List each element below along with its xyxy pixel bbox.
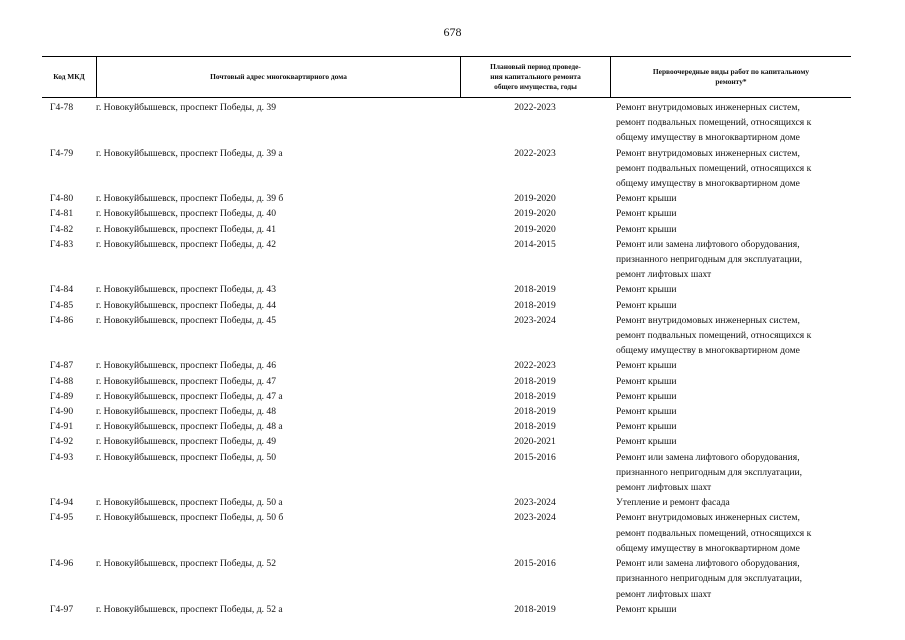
cell-period: 2018-2019 (514, 375, 556, 387)
table-row (42, 100, 851, 146)
cell-works: Ремонт крыши (616, 603, 677, 615)
cell-period: 2023-2024 (514, 512, 556, 524)
table-row (42, 222, 851, 237)
cell-period: 2019-2020 (514, 208, 556, 220)
cell-works: Ремонт или замена лифтового оборудования, признанного непригодным для эксплуатации, ремонт лифтовых шахт (616, 558, 803, 600)
cell-works: Ремонт крыши (616, 299, 677, 311)
cell-works: Ремонт крыши (616, 284, 677, 296)
cell-address: г. Новокуйбышевск, проспект Победы, д. 47 а (96, 390, 283, 402)
cell-code: Г4-78 (50, 102, 74, 113)
table-row (42, 206, 851, 221)
table-row (42, 389, 851, 404)
table-row (42, 191, 851, 206)
cell-period: 2014-2015 (514, 238, 556, 250)
table-body (42, 100, 851, 617)
cell-period: 2018-2019 (514, 421, 556, 433)
cell-period: 2018-2019 (514, 390, 556, 402)
cell-address: г. Новокуйбышевск, проспект Победы, д. 39 а (96, 147, 283, 159)
cell-period: 2022-2023 (514, 102, 556, 113)
table-row (42, 358, 851, 373)
table-row (42, 510, 851, 556)
cell-period: 2018-2019 (514, 299, 556, 311)
cell-period: 2019-2020 (514, 193, 556, 205)
cell-works: Ремонт крыши (616, 360, 677, 372)
table-row (42, 298, 851, 313)
table-row (42, 313, 851, 359)
cell-works: Ремонт крыши (616, 193, 677, 205)
cell-works: Ремонт внутридомовых инженерных систем, ремонт подвальных помещений, относящихся к общему имуществу в многоквартирном доме (616, 147, 812, 190)
table-row (42, 602, 851, 617)
cell-code: Г4-87 (50, 360, 74, 372)
cell-works: Ремонт крыши (616, 406, 677, 418)
cell-period: 2019-2020 (514, 223, 556, 235)
cell-works: Ремонт или замена лифтового оборудования, признанного непригодным для эксплуатации, ремонт лифтовых шахт (616, 451, 803, 494)
cell-period: 2018-2019 (514, 603, 556, 615)
cell-works: Ремонт крыши (616, 436, 677, 448)
cell-address: г. Новокуйбышевск, проспект Победы, д. 46 (96, 360, 277, 372)
cell-address: г. Новокуйбышевск, проспект Победы, д. 44 (96, 299, 277, 311)
header-period: Плановый период проведе- ния капитального ремонта общего имущества, годы (460, 57, 610, 97)
cell-period: 2015-2016 (514, 451, 556, 463)
cell-address: г. Новокуйбышевск, проспект Победы, д. 39 (96, 102, 277, 113)
cell-address: г. Новокуйбышевск, проспект Победы, д. 45 (96, 314, 277, 326)
cell-address: г. Новокуйбышевск, проспект Победы, д. 39 б (96, 193, 284, 205)
cell-address: г. Новокуйбышевск, проспект Победы, д. 50 б (96, 512, 284, 524)
cell-works: Утепление и ремонт фасада (616, 497, 730, 509)
cell-works: Ремонт или замена лифтового оборудования, признанного непригодным для эксплуатации, ремонт лифтовых шахт (616, 238, 803, 281)
table-row (42, 237, 851, 283)
cell-code: Г4-86 (50, 314, 74, 326)
cell-code: Г4-93 (50, 451, 74, 463)
page-number: 678 (443, 25, 462, 39)
cell-works: Ремонт внутридомовых инженерных систем, ремонт подвальных помещений, относящихся к общему имуществу в многоквартирном доме (616, 102, 812, 144)
cell-period: 2023-2024 (514, 314, 556, 326)
cell-address: г. Новокуйбышевск, проспект Победы, д. 43 (96, 284, 277, 296)
cell-period: 2020-2021 (514, 436, 556, 448)
cell-address: г. Новокуйбышевск, проспект Победы, д. 47 (96, 375, 277, 387)
cell-code: Г4-85 (50, 299, 74, 311)
table-row (42, 556, 851, 602)
table-row (42, 374, 851, 389)
table-row (42, 146, 851, 192)
cell-period: 2018-2019 (514, 406, 556, 418)
cell-code: Г4-89 (50, 390, 74, 402)
cell-address: г. Новокуйбышевск, проспект Победы, д. 50 (96, 451, 277, 463)
cell-code: Г4-88 (50, 375, 74, 387)
cell-address: г. Новокуйбышевск, проспект Победы, д. 42 (96, 238, 277, 250)
cell-address: г. Новокуйбышевск, проспект Победы, д. 50 а (96, 497, 283, 509)
cell-code: Г4-95 (50, 512, 74, 524)
cell-code: Г4-80 (50, 193, 74, 205)
table-row (42, 404, 851, 419)
cell-works: Ремонт крыши (616, 375, 677, 387)
cell-works: Ремонт крыши (616, 223, 677, 235)
cell-address: г. Новокуйбышевск, проспект Победы, д. 48 (96, 406, 277, 418)
cell-address: г. Новокуйбышевск, проспект Победы, д. 48 а (96, 421, 283, 433)
table-header (42, 56, 851, 98)
cell-code: Г4-97 (50, 603, 74, 615)
cell-period: 2022-2023 (514, 147, 556, 159)
cell-code: Г4-84 (50, 284, 74, 296)
cell-code: Г4-82 (50, 223, 74, 235)
header-code: Код МКД (53, 72, 85, 81)
cell-address: г. Новокуйбышевск, проспект Победы, д. 40 (96, 208, 277, 220)
table-row (42, 450, 851, 496)
cell-period: 2023-2024 (514, 497, 556, 509)
cell-works: Ремонт крыши (616, 208, 677, 220)
table-row (42, 419, 851, 434)
cell-period: 2018-2019 (514, 284, 556, 296)
cell-address: г. Новокуйбышевск, проспект Победы, д. 52 а (96, 603, 283, 615)
cell-works: Ремонт внутридомовых инженерных систем, ремонт подвальных помещений, относящихся к общему имуществу в многоквартирном доме (616, 512, 812, 554)
cell-code: Г4-92 (50, 436, 74, 448)
cell-code: Г4-81 (50, 208, 74, 220)
cell-works: Ремонт крыши (616, 390, 677, 402)
table-row (42, 282, 851, 297)
cell-period: 2015-2016 (514, 558, 556, 570)
cell-works: Ремонт крыши (616, 421, 677, 433)
cell-code: Г4-96 (50, 558, 74, 570)
cell-works: Ремонт внутридомовых инженерных систем, ремонт подвальных помещений, относящихся к общему имуществу в многоквартирном доме (616, 314, 812, 357)
cell-code: Г4-79 (50, 147, 74, 159)
cell-code: Г4-94 (50, 497, 74, 509)
cell-code: Г4-90 (50, 406, 74, 418)
cell-period: 2022-2023 (514, 360, 556, 372)
cell-address: г. Новокуйбышевск, проспект Победы, д. 52 (96, 558, 277, 570)
header-address: Почтовый адрес многоквартирного дома (96, 57, 460, 97)
header-works: Первоочередные виды работ по капитальному ремонту* (610, 57, 851, 97)
table-row (42, 495, 851, 510)
table-row (42, 434, 851, 449)
cell-address: г. Новокуйбышевск, проспект Победы, д. 49 (96, 436, 277, 448)
cell-code: Г4-91 (50, 421, 74, 433)
cell-code: Г4-83 (50, 238, 74, 250)
cell-address: г. Новокуйбышевск, проспект Победы, д. 41 (96, 223, 277, 235)
